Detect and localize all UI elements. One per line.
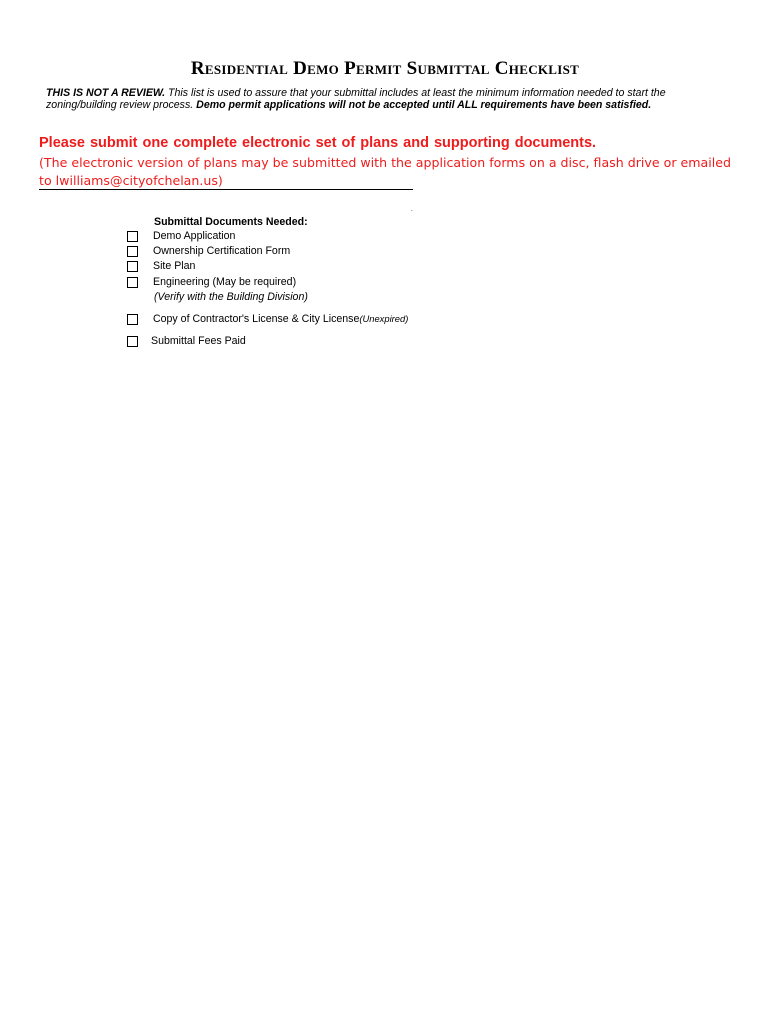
checkbox-fees-paid[interactable]	[127, 336, 138, 347]
checkbox-ownership-certification[interactable]	[127, 246, 138, 257]
intro-bold-text: Demo permit applications will not be accepted until ALL requirements have been satisfied.	[196, 99, 652, 111]
intro-paragraph	[46, 87, 726, 111]
checklist-item	[127, 313, 408, 325]
checkbox-contractor-license[interactable]	[127, 314, 138, 325]
checklist-item	[127, 260, 195, 272]
checklist-item-label: Site Plan	[153, 260, 196, 272]
checkbox-demo-application[interactable]	[127, 231, 138, 242]
page-title: Residential Demo Permit Submittal Checklist	[190, 58, 580, 79]
submission-headline: Please submit one complete electronic set of plans and supporting documents.	[39, 135, 597, 151]
engineering-note: (Verify with the Building Division)	[154, 291, 308, 303]
checklist-item-label: Demo Application	[153, 230, 236, 242]
checklist-item-label: Engineering (May be required)	[153, 276, 297, 288]
checklist-item	[127, 230, 235, 242]
intro-lead-bold: THIS IS NOT A REVIEW.	[46, 87, 166, 99]
checklist-item-label: Submittal Fees Paid	[151, 335, 246, 347]
stray-dot: .	[411, 207, 413, 213]
intro-lead-text: This list is used to assure that your submittal includes at least the minimum information needed to start the zoning/building review process.	[46, 87, 666, 111]
checklist-item-label	[153, 313, 408, 325]
checklist-heading: Submittal Documents Needed:	[154, 216, 308, 228]
checkbox-site-plan[interactable]	[127, 261, 138, 272]
checklist-item-label: Ownership Certification Form	[153, 245, 291, 257]
checklist-item	[127, 335, 246, 347]
license-label: Copy of Contractor's License & City License	[153, 313, 360, 325]
submission-sub-note: (The electronic version of plans may be submitted with the application forms on a disc, flash drive or emailed to lwilliams@cityofchelan.us)	[39, 155, 731, 188]
divider-rule	[39, 189, 413, 190]
checklist-item	[127, 245, 290, 257]
license-suffix: (Unexpired)	[359, 313, 409, 324]
checklist-item	[127, 276, 296, 288]
checkbox-engineering[interactable]	[127, 277, 138, 288]
